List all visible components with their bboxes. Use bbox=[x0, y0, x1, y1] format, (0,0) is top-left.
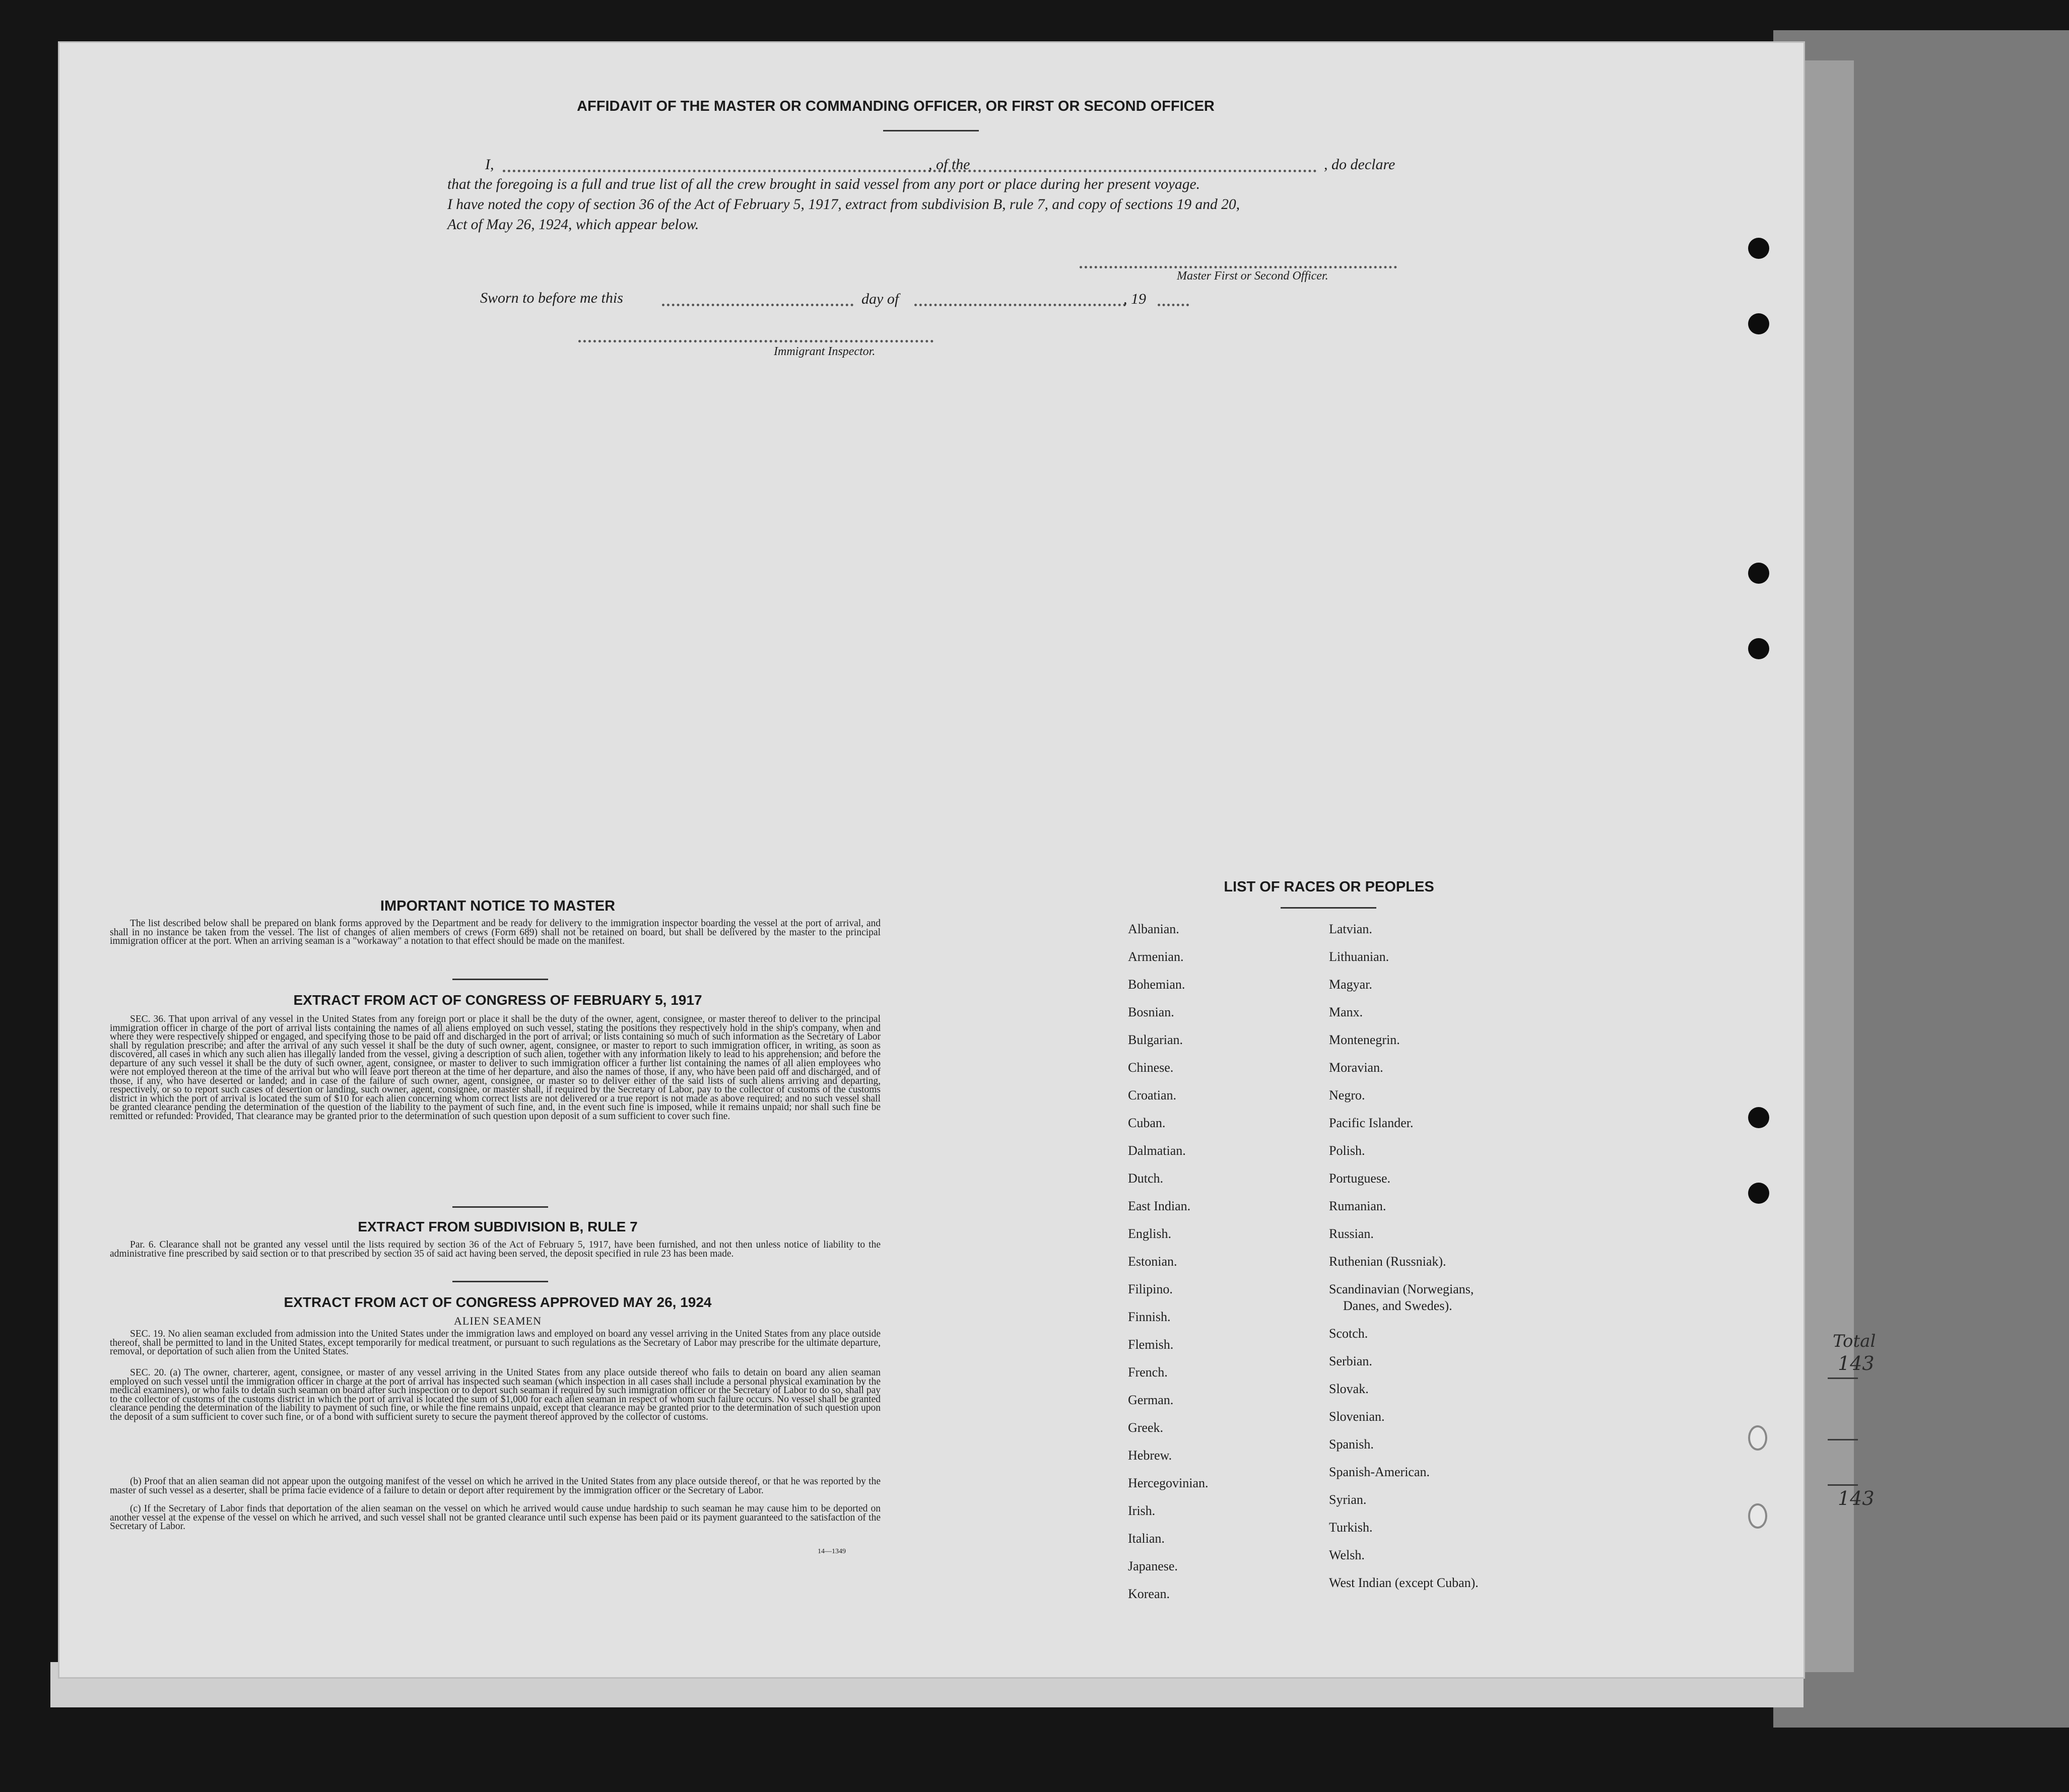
race-item: Rumanian. bbox=[1329, 1199, 1386, 1213]
extract2-text: Par. 6. Clearance shall not be granted any vessel until the lists required by section 36 of the Act of February 5, 1917, have been furnished, and not then unless notice of liability to the administrative fine prescribed by said section or to that prescribed by section 35 of said act having been served, the deposit specified in rule 23 has been made. bbox=[110, 1239, 881, 1259]
race-item: Dutch. bbox=[1128, 1171, 1164, 1186]
race-item: Scotch. bbox=[1329, 1326, 1368, 1341]
margin-line bbox=[1828, 1377, 1858, 1379]
race-item: Greek. bbox=[1128, 1420, 1164, 1435]
margin-line bbox=[1828, 1484, 1858, 1486]
inspector-signature-line bbox=[578, 340, 933, 342]
race-item: Hercegovinian. bbox=[1128, 1476, 1209, 1490]
race-item: Japanese. bbox=[1128, 1559, 1178, 1573]
race-item: Magyar. bbox=[1329, 977, 1372, 992]
notice-text: The list described below shall be prepared on blank forms approved by the Department and be ready for delivery to the immigration inspector boarding the vessel at the port of arrival, and shall in no instance be taken from the vessel. The list of changes of alien members of crews (Form 689) shall not be retained on board, but shall be delivered by the master to the principal immigration officer at the port. When an arriving seaman is a "workaway" a notation to that effect should be made on the manifest. bbox=[110, 918, 881, 946]
race-item: Slovenian. bbox=[1329, 1409, 1385, 1424]
race-item: Bulgarian. bbox=[1128, 1032, 1183, 1047]
race-item: Bosnian. bbox=[1128, 1005, 1174, 1019]
affidavit-rule bbox=[883, 130, 979, 131]
race-item: Estonian. bbox=[1128, 1254, 1177, 1269]
affidavit-vessel-line bbox=[989, 170, 1316, 172]
race-item: Korean. bbox=[1128, 1587, 1170, 1601]
inspector-signature-label: Immigrant Inspector. bbox=[774, 345, 876, 358]
race-item: Ruthenian (Russniak). bbox=[1329, 1254, 1446, 1269]
binder-hole bbox=[1748, 563, 1769, 584]
race-item: Hebrew. bbox=[1128, 1448, 1172, 1463]
affidavit-body-1: that the foregoing is a full and true list of all the crew brought in said vessel from any port or place during her present voyage. bbox=[447, 176, 1200, 192]
race-item: Spanish-American. bbox=[1329, 1465, 1430, 1479]
affidavit-i: I, bbox=[485, 156, 494, 173]
race-item: German. bbox=[1128, 1393, 1174, 1407]
race-item: Croatian. bbox=[1128, 1088, 1177, 1102]
margin-line bbox=[1828, 1439, 1858, 1440]
race-item: Polish. bbox=[1329, 1143, 1365, 1158]
race-item: Spanish. bbox=[1329, 1437, 1374, 1452]
affidavit-of-the: , of the bbox=[928, 156, 970, 173]
master-signature-line bbox=[1080, 266, 1397, 268]
race-item: Italian. bbox=[1128, 1531, 1165, 1546]
race-item: Lithuanian. bbox=[1329, 949, 1389, 964]
race-item: Dalmatian. bbox=[1128, 1143, 1186, 1158]
affidavit-do-declare: , do declare bbox=[1324, 156, 1395, 173]
race-item: Slovak. bbox=[1329, 1382, 1369, 1396]
race-item: Scandinavian (Norwegians, bbox=[1329, 1282, 1474, 1296]
race-item: Welsh. bbox=[1329, 1548, 1365, 1562]
race-item: Armenian. bbox=[1128, 949, 1184, 964]
extract3-sec20a: SEC. 20. (a) The owner, charterer, agent, consignee, or master of any vessel arriving in the United States from any place outside thereof who fails to detain on board any alien seaman employed on such vessel until the immigration officer in charge at the port of arrival has inspected such seaman (which inspection in all cases shall include a personal physical examination by the medical examiners), or who fails to detain such seaman on board after such inspection or to deport such seaman if required by such immigration officer or the Secretary of Labor to do so, shall pay to the collector of customs of the customs district in which the port of arrival is located the sum of $1,000 for each alien seaman in respect of whom such failure occurs. No vessel shall be granted clearance pending the determination of the liability to payment of such fine, or while the fine remains unpaid, except that clearance may be granted prior to the determination of such question upon the deposit of a sum sufficient to cover such fine, or of a bond with sufficient surety to secure the payment thereof approved by the collector of customs. bbox=[110, 1367, 881, 1422]
day-of-label: day of bbox=[861, 291, 899, 307]
notice-rule bbox=[452, 979, 548, 980]
race-item: Finnish. bbox=[1128, 1309, 1171, 1324]
sworn-label: Sworn to before me this bbox=[480, 290, 623, 306]
race-item: French. bbox=[1128, 1365, 1168, 1380]
race-item: East Indian. bbox=[1128, 1199, 1191, 1213]
race-item: Russian. bbox=[1329, 1226, 1374, 1241]
extract1-title: EXTRACT FROM ACT OF CONGRESS OF FEBRUARY 5, 1917 bbox=[293, 992, 702, 1008]
extract3-sec20b: (b) Proof that an alien seaman did not appear upon the outgoing manifest of the vessel on which he arrived in the United States from any place outside thereof, or that he was reported by the master of such vessel as a deserter, shall be prima facie evidence of a failure to detain or deport after requirement by the immigration officer or the Secretary of Labor. bbox=[110, 1476, 881, 1496]
race-item: Pacific Islander. bbox=[1329, 1116, 1414, 1130]
extract3-subtitle: ALIEN SEAMEN bbox=[454, 1315, 542, 1327]
binder-hole bbox=[1748, 638, 1769, 659]
affidavit-title: AFFIDAVIT OF THE MASTER OR COMMANDING OFFICER, OR FIRST OR SECOND OFFICER bbox=[577, 98, 1215, 114]
race-item: Manx. bbox=[1329, 1005, 1363, 1019]
affidavit-body-2: I have noted the copy of section 36 of the Act of February 5, 1917, extract from subdivision B, rule 7, and copy of sections 19 and 20, bbox=[447, 196, 1240, 213]
race-item: Syrian. bbox=[1329, 1492, 1367, 1507]
race-item: West Indian (except Cuban). bbox=[1329, 1575, 1479, 1590]
master-signature-label: Master First or Second Officer. bbox=[1177, 269, 1328, 283]
sworn-month-line bbox=[914, 304, 1126, 306]
year-label: , 19 bbox=[1123, 291, 1146, 307]
race-item: Albanian. bbox=[1128, 922, 1179, 936]
binder-ring bbox=[1748, 1503, 1767, 1529]
race-item: English. bbox=[1128, 1226, 1171, 1241]
binder-hole bbox=[1748, 1183, 1769, 1204]
extract1-rule bbox=[452, 1206, 548, 1208]
extract1-text: SEC. 36. That upon arrival of any vessel in the United States from any foreign port or place it shall be the duty of the owner, agent, consignee, or master thereof to deliver to the principal immigration officer in charge of the port of arrival lists containing the names of all aliens employed on such vessel, stating the positions they respectively hold in the ship's company, when and where they were respectively shipped or engaged, and specifying those to be paid off and discharged in the port of arrival; or lists containing so much of such information as the Secretary of Labor shall by regulation prescribe; and after the arrival of any such vessel it shall be the duty of such owner, agent, consignee, or master to report to such immigration officer, in writing, as soon as discovered, all cases in which any such alien has illegally landed from the vessel, giving a description of such alien, together with any information likely to lead to his apprehension; and before the departure of any such vessel it shall be the duty of such owner, agent, consignee, or master to deliver to such immigration officer a further list containing the names of all alien employees who were not employed thereon at the time of the arrival but who will leave port thereon at the time of her departure, and also the names of those, if any, who have been paid off and discharged, and of those, if any, who have deserted or landed; and in case of the failure of such owner, agent, consignee, or master so to deliver either of the said lists of such aliens arriving and departing, respectively, or so to report such cases of desertion or landing, such owner, agent, consignee, or master shall, if required by the Secretary of Labor, pay to the collector of customs of the customs district in which the port of arrival is located the sum of $10 for each alien concerning whom correct lists are not delivered or a true report is not made as above required; and no such vessel shall be granted clearance pending the determination of the question of the liability to the payment of such fine, and, in the event such fine is imposed, while it remains unpaid; nor shall such fine be remitted or refunded: Provided, That clearance may be granted prior to the determination of such question upon deposit of a sum sufficient to cover such fine. bbox=[110, 1014, 881, 1122]
extract3-sec20c: (c) If the Secretary of Labor finds that deportation of the alien seaman on the vessel on which he arrived would cause undue hardship to such seaman he may cause him to be deported on another vessel at the expense of the vessel on which he arrived, and such vessel shall not be granted clearance until such expense has been paid or its payment guaranteed to the satisfaction of the Secretary of Labor. bbox=[110, 1503, 881, 1532]
extract2-rule bbox=[452, 1281, 548, 1282]
binder-hole bbox=[1748, 1107, 1769, 1128]
year-line bbox=[1158, 304, 1189, 306]
binder-hole bbox=[1748, 313, 1769, 334]
total-value-2: 143 bbox=[1838, 1487, 1875, 1509]
race-item: Serbian. bbox=[1329, 1354, 1372, 1368]
races-rule bbox=[1281, 907, 1376, 909]
race-item: Turkish. bbox=[1329, 1520, 1373, 1535]
binder-hole bbox=[1748, 238, 1769, 259]
manifest-page bbox=[59, 43, 1876, 1677]
notice-title: IMPORTANT NOTICE TO MASTER bbox=[380, 898, 616, 914]
races-title: LIST OF RACES OR PEOPLES bbox=[1224, 879, 1434, 895]
race-item: Latvian. bbox=[1329, 922, 1372, 936]
binder-ring bbox=[1748, 1425, 1767, 1451]
race-item: Filipino. bbox=[1128, 1282, 1173, 1296]
race-item: Bohemian. bbox=[1128, 977, 1185, 992]
race-item: Chinese. bbox=[1128, 1060, 1174, 1075]
sworn-day-line bbox=[662, 304, 853, 306]
extract3-title: EXTRACT FROM ACT OF CONGRESS APPROVED MAY 26, 1924 bbox=[284, 1294, 712, 1310]
race-item: Flemish. bbox=[1128, 1337, 1174, 1352]
race-item: Portuguese. bbox=[1329, 1171, 1391, 1186]
affidavit-body-3: Act of May 26, 1924, which appear below. bbox=[447, 217, 699, 233]
race-item: Moravian. bbox=[1329, 1060, 1383, 1075]
total-label: Total bbox=[1833, 1331, 1876, 1351]
extract2-title: EXTRACT FROM SUBDIVISION B, RULE 7 bbox=[358, 1219, 638, 1234]
race-item: Irish. bbox=[1128, 1503, 1156, 1518]
total-value: 143 bbox=[1838, 1352, 1875, 1374]
race-item: Cuban. bbox=[1128, 1116, 1166, 1130]
affidavit-name-line bbox=[503, 170, 986, 172]
extract3-sec19: SEC. 19. No alien seaman excluded from admission into the United States under the immigration laws and employed on board any vessel arriving in the United States from any place outside thereof, shall be permitted to land in the United States, except temporarily for medical treatment, or pursuant to such regulations as the Secretary of Labor may prescribe for the ultimate departure, removal, or deportation of such alien from the United States. bbox=[110, 1329, 881, 1357]
race-item: Danes, and Swedes). bbox=[1343, 1298, 1452, 1313]
race-item: Montenegrin. bbox=[1329, 1032, 1400, 1047]
race-item: Negro. bbox=[1329, 1088, 1365, 1102]
form-number: 14—1349 bbox=[818, 1548, 846, 1555]
